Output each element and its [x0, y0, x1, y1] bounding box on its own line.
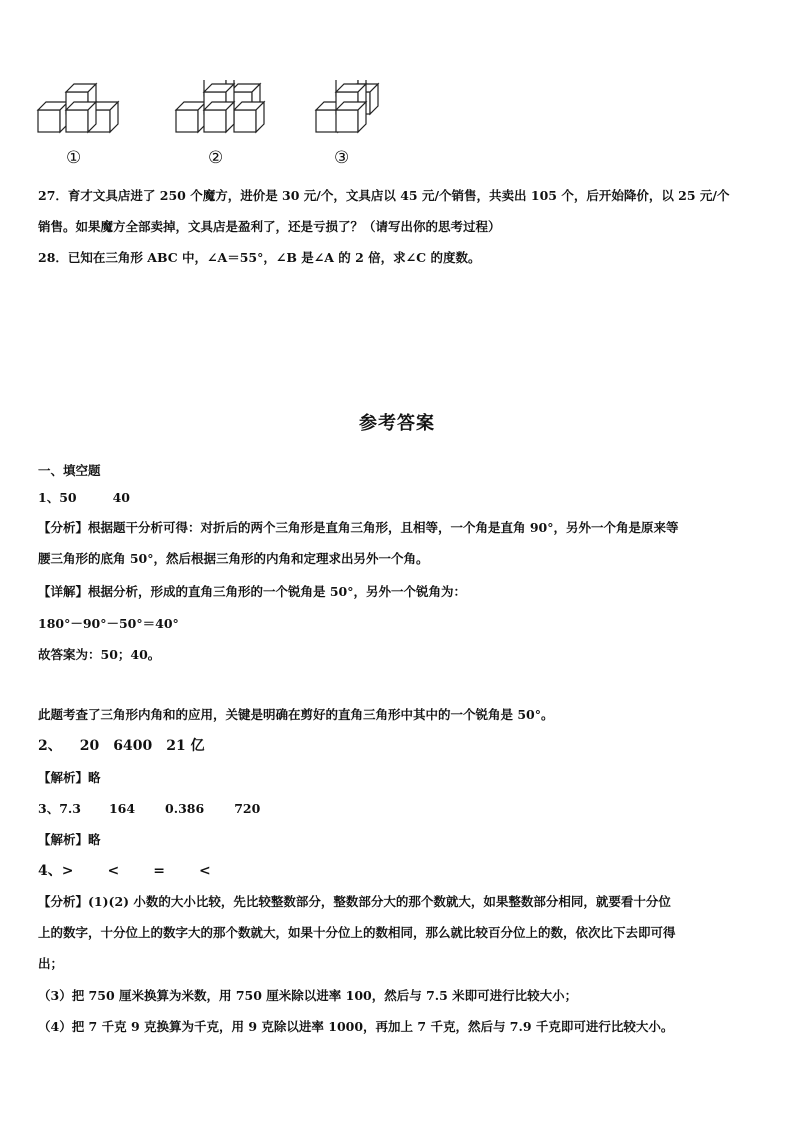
- answer-1-value-2: 40: [112, 490, 130, 505]
- answer-4-analysis-2: 上的数字，十分位上的数字大的那个数就大，如果十分位上的数相同，那么就比较百分位上的数，依次比下去即可得: [38, 925, 676, 940]
- figure-label-2: ②: [208, 148, 224, 168]
- question-28: 28．已知在三角形 ABC 中，∠A＝55°，∠B 是∠A 的 2 倍，求∠C 的度数。: [38, 250, 481, 265]
- answer-1-analysis-1: 【分析】根据题干分析可得：对折后的两个三角形是直角三角形，且相等，一个角是直角 90°，另外一个角是原来等: [38, 520, 679, 535]
- answer-2-note: 【解析】略: [38, 770, 101, 785]
- answer-4: [38, 863, 758, 879]
- answer-2-value-1: 20: [79, 738, 100, 754]
- cube-figure-3: [316, 80, 378, 132]
- answer-3-value-2: 164: [108, 801, 136, 816]
- answer-2: [38, 738, 758, 754]
- figure-label-3: ③: [334, 148, 350, 168]
- answer-4-analysis-1: 【分析】(1)(2) 小数的大小比较，先比较整数部分，整数部分大的那个数就大，如果整数部分相同，就要看十分位: [38, 894, 671, 909]
- answer-4-step-3: （3）把 750 厘米换算为米数，用 750 厘米除以进率 100，然后与 7.5 米即可进行比较大小；: [38, 988, 578, 1003]
- answer-1-num: 1、50: [38, 490, 77, 505]
- answer-4-value-3: =: [153, 863, 165, 879]
- answer-3: [38, 801, 758, 817]
- figure-label-1: ①: [66, 148, 82, 168]
- cube-figure-1: [38, 84, 118, 132]
- answer-1-analysis-2: 腰三角形的底角 50°，然后根据三角形的内角和定理求出另外一个角。: [38, 551, 429, 566]
- answer-1-calc: 180°－90°－50°＝40°: [38, 616, 179, 631]
- answer-3-value-4: 720: [234, 801, 261, 816]
- answer-1-detail: 【详解】根据分析，形成的直角三角形的一个锐角是 50°，另外一个锐角为：: [38, 584, 466, 599]
- answer-3-note: 【解析】略: [38, 832, 101, 847]
- answer-1: [38, 490, 758, 506]
- answer-4-num: 4、>: [38, 863, 74, 879]
- answer-4-analysis-3: 出；: [38, 956, 64, 971]
- question-27-line2: 销售。如果魔方全部卖掉，文具店是盈利了，还是亏损了？（请写出你的思考过程）: [38, 219, 501, 234]
- answer-2-value-2: 6400: [113, 738, 153, 754]
- answers-title: 参考答案: [359, 413, 435, 434]
- answer-3-num: 3、7.3: [38, 801, 81, 816]
- answer-4-value-4: <: [198, 863, 211, 879]
- section-fill-blank: 一、填空题: [38, 463, 101, 478]
- question-27-line1: 27．育才文具店进了 250 个魔方，进价是 30 元/个，文具店以 45 元/个销售，共卖出 105 个，后开始降价，以 25 元/个: [38, 188, 730, 203]
- answer-3-value-3: 0.386: [165, 801, 205, 816]
- answer-4-value-2: <: [107, 863, 120, 879]
- answer-2-value-3: 21 亿: [166, 738, 205, 754]
- answer-2-num: 2、: [38, 738, 62, 754]
- answer-1-comment: 此题考查了三角形内角和的应用，关键是明确在剪好的直角三角形中其中的一个锐角是 50°。: [38, 707, 554, 722]
- cube-figure-2: [176, 80, 264, 132]
- answer-4-step-4: （4）把 7 千克 9 克换算为千克，用 9 克除以进率 1000，再加上 7 千克，然后与 7.9 千克即可进行比较大小。: [38, 1019, 674, 1034]
- answer-1-result: 故答案为：50；40。: [38, 647, 161, 662]
